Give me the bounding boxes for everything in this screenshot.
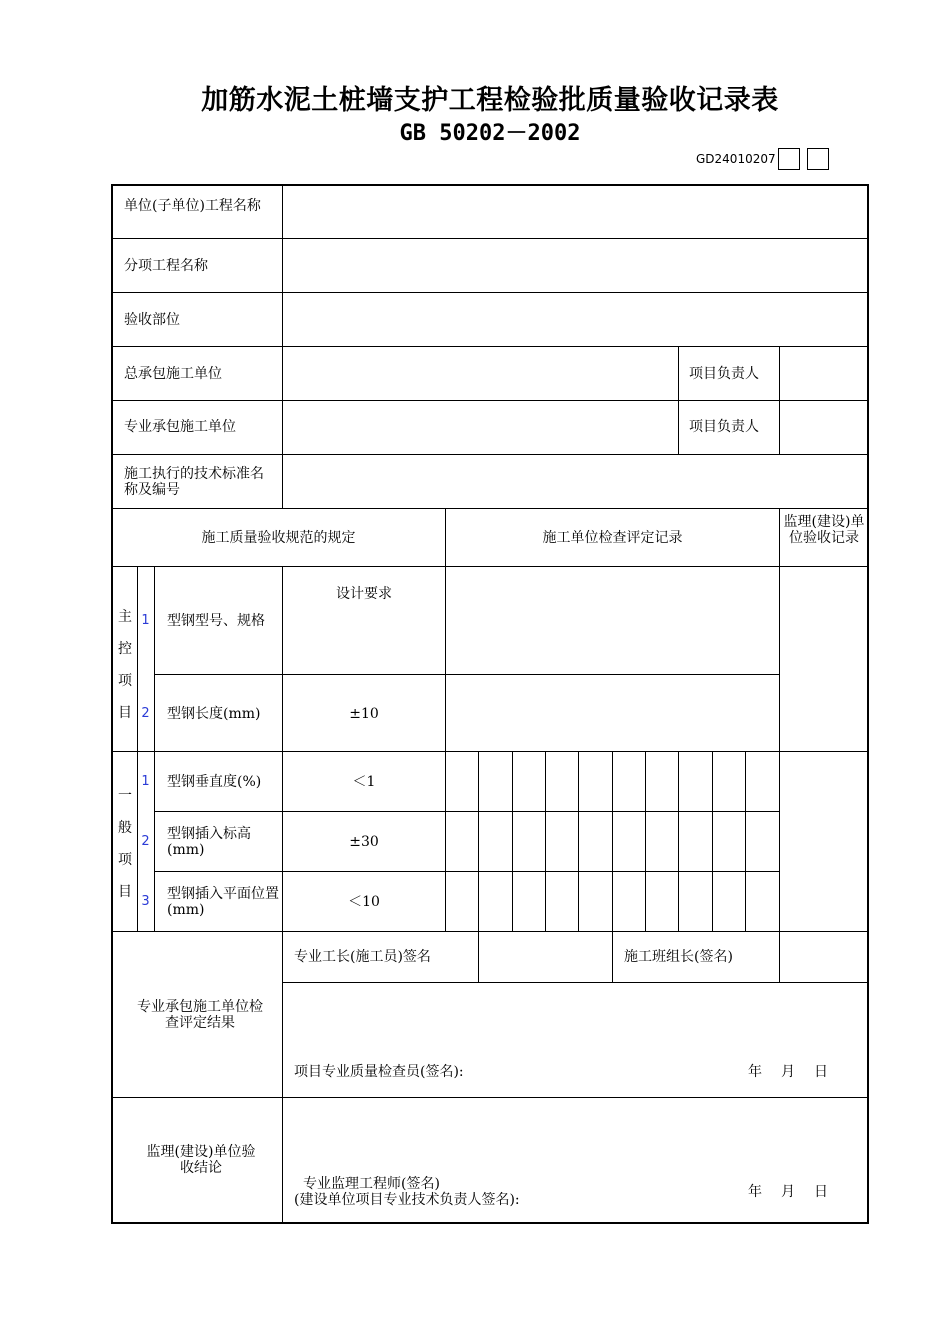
label-project-leader-2: 项目负责人 [689,419,759,435]
row-line [154,674,779,675]
col-line [154,566,155,931]
header-supervisor: 监理(建设)单位验收记录 [783,514,865,546]
item-name: 型钢垂直度(%) [167,774,262,790]
row-line [112,346,868,347]
item-requirement: ±10 [349,706,379,722]
item-requirement: ＜1 [352,774,376,790]
date-day: 日 [814,1184,828,1200]
label-unit-project-name: 单位(子单位)工程名称 [124,198,261,214]
col-line [512,751,513,931]
col-line [445,508,446,931]
label-project-leader-1: 项目负责人 [689,366,759,382]
col-line [779,346,780,454]
date-month: 月 [781,1184,795,1200]
row-line [112,751,868,752]
col-line [545,751,546,931]
col-line [678,346,679,454]
col-line [612,931,613,982]
label-acceptance-part: 验收部位 [124,312,180,328]
item-requirement: ＜10 [348,894,380,910]
label-subproject-name: 分项工程名称 [124,258,208,274]
label-supervisor-result: 监理(建设)单位验收结论 [146,1144,256,1176]
col-line [478,751,479,931]
label-contractor-result: 专业承包施工单位检查评定结果 [137,999,263,1031]
item-number: 1 [141,613,150,628]
row-line [112,931,868,932]
col-line [478,931,479,982]
label-inspector-sign: 项目专业质量检查员(签名): [294,1064,464,1080]
col-line [612,751,613,931]
label-standard-name: 施工执行的技术标准名称及编号 [124,466,264,498]
serial-box-1[interactable] [778,148,800,170]
date-year: 年 [748,1064,762,1080]
label-specialty-contractor: 专业承包施工单位 [124,419,236,435]
row-line [154,811,779,812]
form-title: 加筋水泥土桩墙支护工程检验批质量验收记录表 [201,85,779,116]
label-owner-rep: (建设单位项目专业技术负责人签名): [294,1192,520,1208]
col-line [282,566,283,931]
serial-box-2[interactable] [807,148,829,170]
group-main-items: 主控项目 [118,609,132,721]
col-line [578,751,579,931]
col-line [779,508,780,931]
col-line [745,751,746,931]
item-number: 2 [141,834,150,849]
item-number: 1 [141,774,150,789]
item-name: 型钢插入标高(mm) [167,826,251,858]
row-line [112,1097,868,1098]
standard-code: GB 50202－2002 [399,121,581,146]
row-line [112,566,868,567]
row-line [112,400,868,401]
row-line [112,454,868,455]
row-line [154,871,779,872]
col-line [282,185,283,508]
label-foreman-sign: 专业工长(施工员)签名 [294,949,431,965]
col-line [779,931,780,982]
header-spec: 施工质量验收规范的规定 [201,530,356,546]
row-line [283,982,868,983]
col-line [678,751,679,931]
col-line [712,751,713,931]
label-supervisor-engineer: 专业监理工程师(签名) [303,1176,440,1192]
item-number: 2 [141,706,150,721]
row-line [112,508,868,509]
label-team-leader-sign: 施工班组长(签名) [624,949,733,965]
item-name: 型钢型号、规格 [167,613,265,629]
item-requirement: ±30 [349,834,379,850]
date-month: 月 [781,1064,795,1080]
item-requirement: 设计要求 [336,586,392,602]
form-number: GD24010207 [696,152,776,166]
date-day: 日 [814,1064,828,1080]
row-line [112,238,868,239]
group-general-items: 一般项目 [118,788,132,900]
col-line [645,751,646,931]
header-check-record: 施工单位检查评定记录 [542,530,683,546]
item-name: 型钢长度(mm) [167,706,261,722]
row-line [112,292,868,293]
date-year: 年 [748,1184,762,1200]
item-number: 3 [141,894,150,909]
item-name: 型钢插入平面位置(mm) [167,886,279,918]
label-general-contractor: 总承包施工单位 [124,366,222,382]
col-line [282,931,283,1223]
